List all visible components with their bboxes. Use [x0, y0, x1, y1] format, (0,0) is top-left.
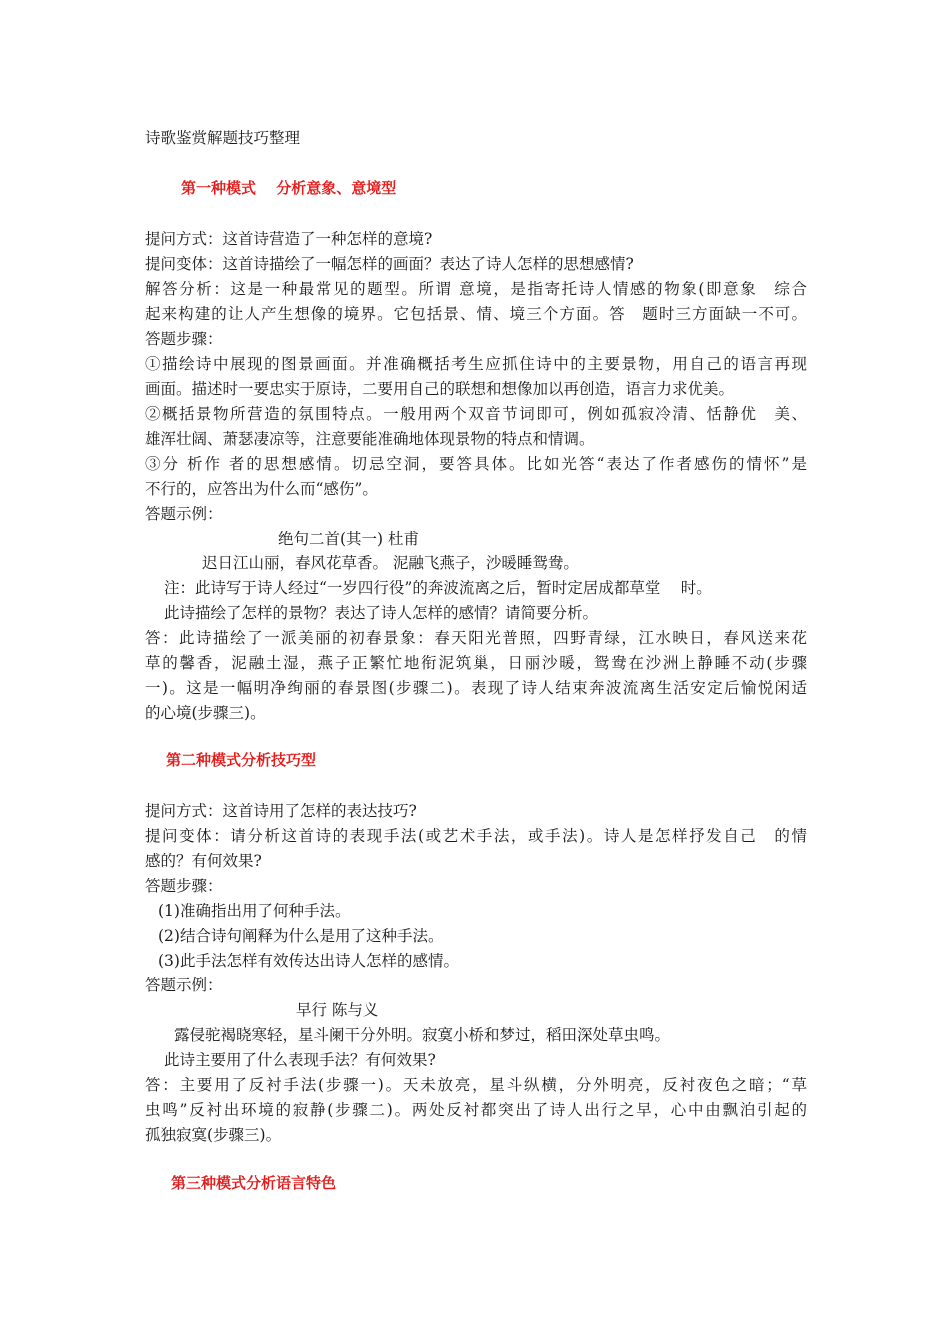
section2-heading: 第二种模式分析技巧型 — [166, 751, 317, 769]
s2-steps-label: 答题步骤： — [145, 877, 223, 895]
s1-question: 此诗描绘了怎样的景物？表达了诗人怎样的感情？请简要分析。 — [164, 604, 599, 622]
s1-answer-line4: 的心境(步骤三)。 — [145, 704, 266, 722]
s2-question-variant-line1: 提问变体：请分析这首诗的表现手法(或艺术手法，或手法)。诗人是怎样抒发自己 的情 — [145, 827, 807, 845]
section1-heading: 第一种模式 分析意象、意境型 — [181, 179, 397, 197]
s1-step2-line2: 雄浑壮阔、萧瑟凄凉等，注意要能准确地体现景物的特点和情调。 — [145, 430, 595, 448]
s1-answer-line3: 一)。这是一幅明净绚丽的春景图(步骤二)。表现了诗人结束奔波流离生活安定后愉悦闲适 — [145, 679, 807, 697]
s1-question-variant: 提问变体：这首诗描绘了一幅怎样的画面？表达了诗人怎样的思想感情? — [145, 255, 634, 273]
s1-answer-line1: 答：此诗描绘了一派美丽的初春景象：春天阳光普照，四野青绿，江水映日，春风送来花 — [145, 629, 807, 647]
s1-step3-line1: ③分 析作 者的思想感情。切忌空洞，要答具体。比如光答“表达了作者感伤的情怀”是 — [145, 455, 807, 473]
s1-analysis-line1: 解答分析：这是一种最常见的题型。所谓 意境，是指寄托诗人情感的物象(即意象 综合 — [145, 280, 807, 298]
s2-step2: (2)结合诗句阐释为什么是用了这种手法。 — [158, 927, 444, 945]
s1-step2-line1: ②概括景物所营造的氛围特点。一般用两个双音节词即可，例如孤寂冷清、恬静优 美、 — [145, 405, 807, 423]
s2-step1: (1)准确指出用了何种手法。 — [158, 902, 351, 920]
s1-step1-line1: ①描绘诗中展现的图景画面。并准确概括考生应抓住诗中的主要景物，用自己的语言再现 — [145, 355, 807, 373]
s2-poem-text: 露侵驼褐晓寒轻，星斗阑干分外明。寂寞小桥和梦过，稻田深处草虫鸣。 — [174, 1026, 671, 1044]
s1-answer-line2: 草的馨香，泥融土湿，燕子正繁忙地衔泥筑巢，日丽沙暖，鸳鸯在沙洲上静睡不动(步骤 — [145, 654, 807, 672]
s2-example-label: 答题示例： — [145, 976, 223, 994]
s2-poem-title: 早行 陈与义 — [296, 1001, 379, 1019]
s2-answer-line3: 孤独寂寞(步骤三)。 — [145, 1126, 282, 1144]
document-title: 诗歌鉴赏解题技巧整理 — [145, 129, 301, 147]
s1-analysis-line2: 起来构建的让人产生想像的境界。它包括景、情、境三个方面。答 题时三方面缺一不可。 — [145, 305, 807, 323]
s2-question-variant-line2: 感的？有何效果? — [145, 852, 262, 870]
s1-step3-line2: 不行的，应答出为什么而“感伤”。 — [145, 480, 378, 498]
s1-question-way: 提问方式：这首诗营造了一种怎样的意境? — [145, 230, 433, 248]
s2-answer-line1: 答：主要用了反衬手法(步骤一)。天未放亮，星斗纵横，分外明亮，反衬夜色之暗；“草 — [145, 1076, 807, 1094]
s1-step1-line2: 画面。描述时一要忠实于原诗，二要用自己的联想和想像加以再创造，语言力求优美。 — [145, 380, 735, 398]
s2-answer-line2: 虫鸣”反衬出环境的寂静(步骤二)。两处反衬都突出了诗人出行之早，心中由飘泊引起的 — [145, 1101, 807, 1119]
s1-note: 注：此诗写于诗人经过“一岁四行役”的奔波流离之后，暂时定居成都草堂 时。 — [164, 579, 712, 597]
s1-poem-title: 绝句二首(其一) 杜甫 — [278, 530, 420, 548]
s1-steps-label: 答题步骤： — [145, 330, 223, 348]
s1-poem-text: 迟日江山丽，春风花草香。 泥融飞燕子，沙暖睡鸳鸯。 — [202, 554, 579, 572]
section3-heading: 第三种模式分析语言特色 — [171, 1174, 337, 1192]
s2-question: 此诗主要用了什么表现手法？有何效果? — [164, 1051, 436, 1069]
s1-example-label: 答题示例： — [145, 505, 223, 523]
s2-question-way: 提问方式：这首诗用了怎样的表达技巧? — [145, 802, 417, 820]
s2-step3: (3)此手法怎样有效传达出诗人怎样的感情。 — [158, 952, 459, 970]
